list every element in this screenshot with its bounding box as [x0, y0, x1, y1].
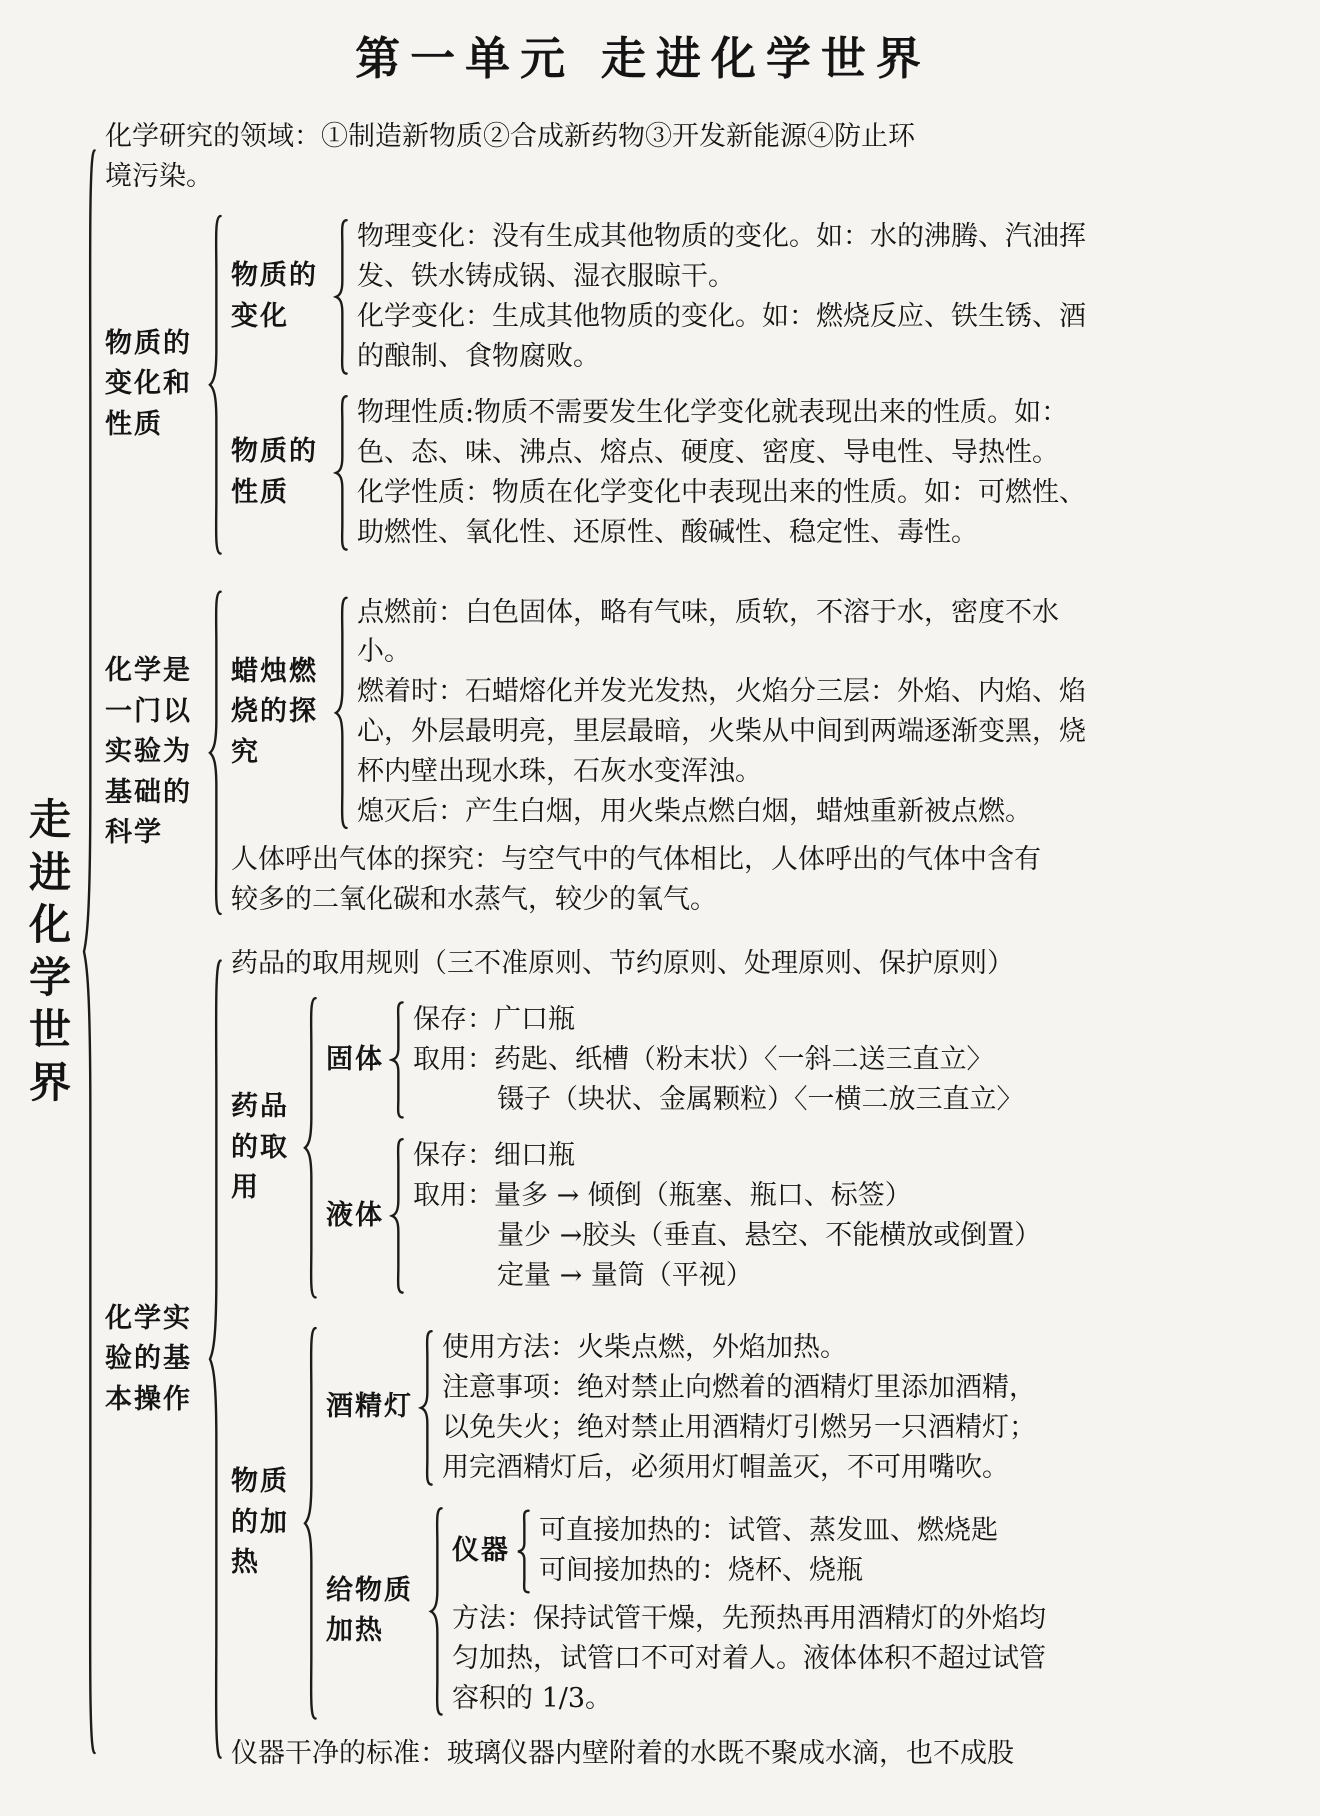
instruments-texts [539, 1511, 998, 1591]
changes-brace [333, 217, 350, 377]
science-children [231, 585, 1102, 921]
liquid-node [326, 1136, 1041, 1296]
liquid-take3-text: 定量 → 量筒（平视） [497, 1259, 753, 1291]
heat-substance-children [452, 1504, 1052, 1719]
page-title: 第一单元 走进化学世界 [355, 32, 931, 85]
solid-take2-text: 镊子（块状、金属颗粒）〈一横二放三直立〉 [497, 1084, 1024, 1116]
candle-after-text: 熄灭后：产生白烟，用火柴点燃白烟，蜡烛重新被点燃。 [357, 796, 1032, 828]
matter-brace [207, 209, 224, 561]
lamp-notes-text: 注意事项：绝对禁止向燃着的酒精灯里添加酒精，以免失火；绝对禁止用酒精灯引燃另一只酒精灯；用完酒精灯后，必须用灯帽盖灭，不可用嘴吹。 [442, 1371, 1036, 1483]
solid-brace [389, 1000, 406, 1120]
candle-brace [333, 593, 350, 833]
physical-property-text: 物理性质:物质不需要发生化学变化就表现出来的性质。如：色、态、味、沸点、熔点、硬度、密度、导电性、导热性。 [357, 396, 1069, 468]
heat-substance-label: 给物质加热 [326, 1574, 413, 1647]
matter-label: 物质的变化和性质 [105, 327, 192, 440]
instruments-node [452, 1509, 1052, 1594]
solid-take-text: 取用：药匙、纸槽（粉末状）〈一斜二送三直立〉 [413, 1044, 994, 1076]
alcohol-lamp-brace [418, 1328, 435, 1488]
solid-node [326, 1000, 1041, 1120]
heat-method-text: 方法：保持试管干燥，先预热再用酒精灯的外焰均匀加热，试管口不可对着人。液体体积不超过试管容积的 1/3。 [452, 1602, 1046, 1714]
heat-substance-node [326, 1504, 1052, 1719]
candle-texts [357, 593, 1102, 833]
changes-node [231, 217, 1102, 377]
instruments-brace [515, 1509, 532, 1594]
indirect-heat-text: 可间接加热的：烧杯、烧瓶 [539, 1555, 863, 1587]
properties-node [231, 393, 1102, 553]
liquid-take2-text: 量少 →胶头（垂直、悬空、不能横放或倒置） [497, 1219, 1042, 1251]
science-brace [207, 585, 224, 921]
matter-children [231, 209, 1102, 561]
heating-children [326, 1320, 1052, 1727]
operations-label: 化学实验的基本操作 [105, 1302, 192, 1415]
root-label: 走进化学世界 [28, 795, 71, 1107]
direct-heat-text: 可直接加热的：试管、蒸发皿、燃烧匙 [539, 1515, 998, 1547]
heating-label: 物质的加热 [231, 1466, 289, 1579]
operations-brace [207, 944, 224, 1774]
lamp-usage-text: 使用方法：火柴点燃，外焰加热。 [442, 1331, 847, 1363]
liquid-store-text: 保存：细口瓶 [413, 1139, 575, 1171]
breath-experiment-text: 人体呼出气体的探究：与空气中的气体相比，人体呼出的气体中含有较多的二氧化碳和水蒸气，较少的氧气。 [231, 844, 1041, 916]
liquid-texts [413, 1136, 1041, 1296]
science-node [105, 585, 1102, 921]
matter-node [105, 209, 1102, 561]
candle-before-text: 点燃前：白色固体，略有气味，质软，不溶于水，密度不水小。 [357, 596, 1059, 668]
candle-node [231, 593, 1102, 833]
properties-brace [333, 393, 350, 553]
operations-children [231, 944, 1052, 1774]
clean-standard-text: 仪器干净的标准：玻璃仪器内壁附着的水既不聚成水滴，也不成股 [231, 1738, 1014, 1770]
heat-substance-brace [428, 1504, 445, 1719]
liquid-label: 液体 [326, 1199, 384, 1231]
root-node [24, 117, 1302, 1786]
reagent-taking-label: 药品的取用 [231, 1091, 289, 1204]
instruments-label: 仪器 [452, 1534, 510, 1566]
liquid-take1-text: 取用：量多 → 倾倒（瓶塞、瓶口、标签） [413, 1179, 912, 1211]
alcohol-lamp-node [326, 1328, 1052, 1488]
reagent-taking-node [231, 992, 1052, 1304]
changes-label: 物质的变化 [231, 260, 318, 332]
chemistry-fields-text: 化学研究的领域：①制造新物质②合成新药物③开发新能源④防止环境污染。 [105, 121, 915, 192]
solid-label: 固体 [326, 1043, 384, 1075]
properties-label: 物质的性质 [231, 436, 318, 508]
reagent-rules-text: 药品的取用规则（三不准原则、节约原则、处理原则、保护原则） [231, 948, 1014, 980]
chemical-change-text: 化学变化：生成其他物质的变化。如：燃烧反应、铁生锈、酒的酿制、食物腐败。 [357, 300, 1086, 372]
solid-texts [413, 1000, 1024, 1120]
operations-node [105, 944, 1102, 1774]
properties-texts [357, 393, 1102, 553]
alcohol-lamp-texts [442, 1328, 1042, 1488]
candle-burning-text: 燃着时：石蜡熔化并发光发热，火焰分三层：外焰、内焰、焰心，外层最明亮，里层最暗，火柴从中间到两端逐渐变黑，烧杯内壁出现水珠，石灰水变浑浊。 [357, 676, 1086, 788]
reagent-taking-brace [302, 992, 319, 1304]
alcohol-lamp-label: 酒精灯 [326, 1391, 413, 1423]
solid-store-text: 保存：广口瓶 [413, 1004, 575, 1036]
heating-brace [302, 1320, 319, 1727]
physical-change-text: 物理变化：没有生成其他物质的变化。如：水的沸腾、汽油挥发、铁水铸成锅、湿衣服晾干。 [357, 220, 1086, 292]
candle-label: 蜡烛燃烧的探究 [231, 655, 318, 768]
science-label: 化学是一门以实验为基础的科学 [105, 655, 192, 849]
heating-node [231, 1320, 1052, 1727]
root-brace [81, 117, 98, 1786]
root-children [105, 117, 1102, 1786]
liquid-brace [389, 1136, 406, 1296]
chemical-property-text: 化学性质：物质在化学变化中表现出来的性质。如：可燃性、助燃性、氧化性、还原性、酸碱性、稳定性、毒性。 [357, 476, 1086, 548]
changes-texts [357, 217, 1102, 377]
reagent-taking-children [326, 992, 1041, 1304]
